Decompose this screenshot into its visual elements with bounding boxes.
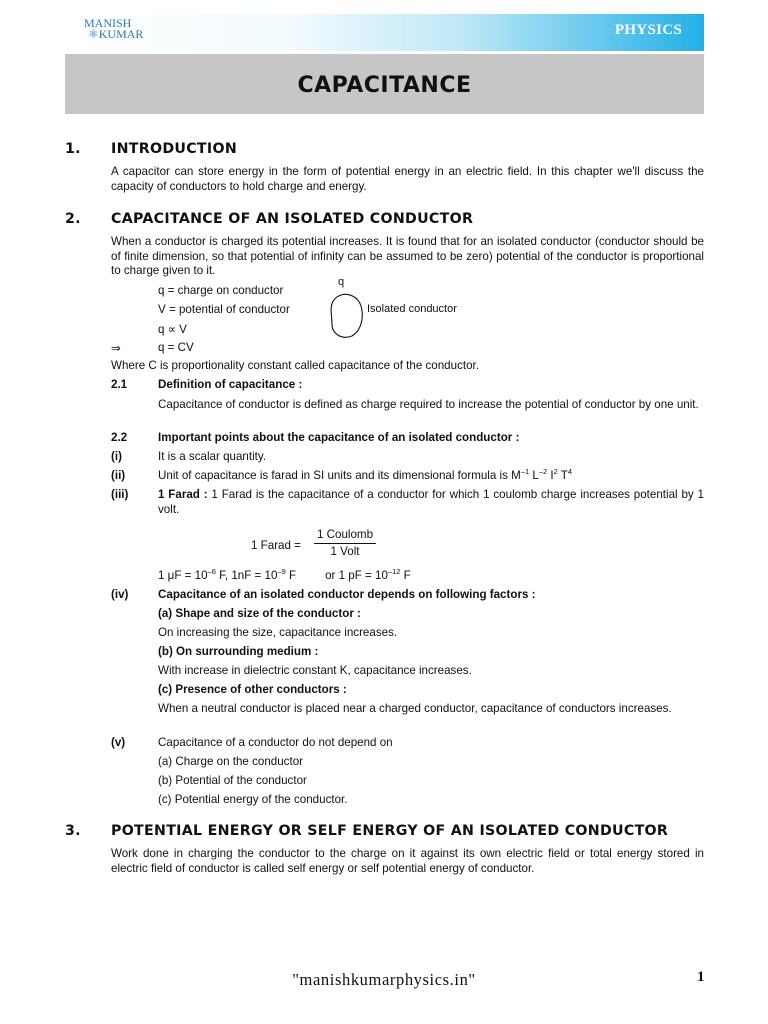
factor-a-title: (a) Shape and size of the conductor : [158,607,361,620]
capacitance-equation: q = CV [158,341,194,354]
point-iv-label: (iv) [111,588,129,601]
section-2-text: When a conductor is charged its potential increases. It is found that for an isolated conductor (conductor should be of finite dimension, so that potential of infinity can be assumed to be zero) potential of the conductor is proportional to charge given to it. [111,235,704,278]
logo-line-1: MANISH [84,16,132,30]
section-3-title: POTENTIAL ENERGY OR SELF ENERGY OF AN ISOLATED CONDUCTOR [111,823,669,839]
independent-c: (c) Potential energy of the conductor. [158,793,348,806]
logo [84,18,143,40]
point-ii-text: Unit of capacitance is farad in SI units and its dimensional formula is $M^{-1}$ $L^{-2}$ $I^2$ $T^4$ [158,467,573,482]
footer-website: "manishkumarphysics.in" [292,970,476,989]
point-v-text: Capacitance of a conductor do not depend on [158,736,393,749]
subsection-2-1-text: Capacitance of conductor is defined as charge required to increase the potential of conductor by one unit. [158,398,699,411]
factor-b-text: With increase in dielectric constant K, capacitance increases. [158,664,472,677]
point-v-label: (v) [111,736,126,749]
where-statement: Where C is proportionality constant called capacitance of the conductor. [111,359,479,372]
factor-c-title: (c) Presence of other conductors : [158,683,347,696]
page-title: CAPACITANCE [297,73,472,98]
isolated-conductor-diagram [326,278,366,342]
independent-b: (b) Potential of the conductor [158,774,307,787]
point-iii-label: (iii) [111,488,129,501]
logo-line-2: ⚛KUMAR [88,27,144,41]
implies-icon: ⇒ [111,342,121,355]
section-2-number: 2. [65,211,81,227]
factor-b-title: (b) On surrounding medium : [158,645,319,658]
header-bar [65,14,704,51]
subject-label: PHYSICS [614,22,682,38]
subsection-2-1-title: Definition of capacitance : [158,378,303,391]
farad-numerator: 1 Coulomb [316,528,374,541]
proportionality: q ∝ V [158,323,187,336]
subsection-2-2-title: Important points about the capacitance of an isolated conductor : [158,431,520,444]
subsection-2-2-number: 2.2 [111,431,128,444]
point-i-label: (i) [111,450,122,463]
unit-conversions: 1 $\mu F = 10^{-6}$ F, $1nF = 10^{-9}$ F or 1 pF = $10^{-12}$ F [158,567,411,582]
section-3-number: 3. [65,823,81,839]
point-i-text: It is a scalar quantity. [158,450,267,463]
farad-lhs: 1 Farad = [251,539,301,552]
factor-a-text: On increasing the size, capacitance increases. [158,626,398,639]
potential-definition: V = potential of conductor [158,303,290,316]
section-1-title: INTRODUCTION [111,141,238,157]
point-iii-text: 1 Farad : 1 Farad is the capacitance of a conductor for which 1 coulomb charge increases potential by 1 volt. [158,488,704,516]
diagram-conductor-label: Isolated conductor [367,303,457,315]
section-1-text: A capacitor can store energy in the form of potential energy in an electric field. In this chapter we'll discuss the capacity of conductors to hold charge and energy. [111,165,704,193]
factor-c-text: When a neutral conductor is placed near a charged conductor, capacitance of conductors increases. [158,702,672,715]
diagram-charge-label: q [338,276,345,288]
section-3-text: Work done in charging the conductor to the charge on it against its own electric field or total energy stored in electric field of conductor is called self energy or self potential energy of conductor. [111,847,704,875]
independent-a: (a) Charge on the conductor [158,755,304,768]
section-2-title: CAPACITANCE OF AN ISOLATED CONDUCTOR [111,211,474,227]
point-iv-text: Capacitance of an isolated conductor depends on following factors : [158,588,536,601]
page-number: 1 [697,969,705,985]
fraction-line [314,543,376,544]
atom-icon: ⚛ [88,27,99,41]
conductor-shape [331,294,362,337]
subsection-2-1-number: 2.1 [111,378,128,391]
point-ii-label: (ii) [111,469,126,482]
section-1-number: 1. [65,141,81,157]
charge-definition: q = charge on conductor [158,284,284,297]
farad-denominator: 1 Volt [330,545,360,558]
